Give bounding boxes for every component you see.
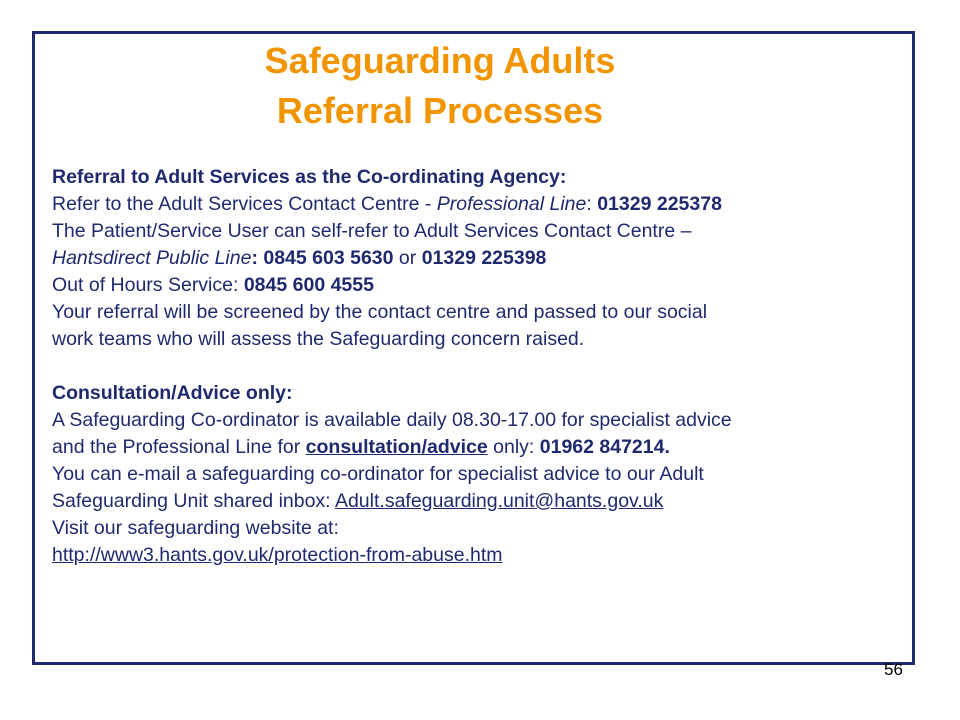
public-line-number2: 01329 225398: [421, 247, 547, 269]
email-prefix: Safeguarding Unit shared inbox:: [52, 490, 335, 512]
email-line2: [52, 488, 897, 515]
slide-title-line2: Referral Processes: [276, 90, 604, 131]
slide-body: [52, 164, 897, 569]
self-refer-line: The Patient/Service User can self-refer to Adult Services Contact Centre –: [52, 220, 692, 242]
public-line: [52, 245, 897, 272]
screening-line2: work teams who will assess the Safeguarding concern raised.: [52, 328, 585, 350]
public-line-label: Hantsdirect Public Line: [52, 247, 252, 269]
public-line-or: or: [393, 247, 422, 269]
professional-line-number: 01329 225378: [597, 193, 722, 215]
slide-title-line1: Safeguarding Adults: [264, 40, 616, 81]
out-of-hours-number: 0845 600 4555: [243, 274, 374, 296]
professional-consultation-line: [52, 434, 897, 461]
public-line-colon: :: [251, 247, 258, 269]
refer-prefix: Refer to the Adult Services Contact Centre -: [52, 193, 437, 215]
website-link[interactable]: http://www3.hants.gov.uk/protection-from-abuse.htm: [52, 544, 503, 566]
email-line1: You can e-mail a safeguarding co-ordinator for specialist advice to our Adult: [52, 463, 704, 485]
page-number: 56: [884, 660, 903, 679]
paragraph-gap: [52, 353, 897, 380]
out-of-hours-line: [52, 272, 897, 299]
coordinator-line: A Safeguarding Co-ordinator is available daily 08.30-17.00 for specialist advice: [52, 409, 732, 431]
consultation-mid: only:: [487, 436, 540, 458]
consultation-heading: Consultation/Advice only:: [52, 382, 293, 404]
consultation-prefix: and the Professional Line for: [52, 436, 306, 458]
email-link[interactable]: Adult.safeguarding.unit@hants.gov.uk: [334, 490, 664, 512]
consultation-advice-link[interactable]: consultation/advice: [305, 436, 488, 458]
website-label: Visit our safeguarding website at:: [52, 517, 339, 539]
public-line-number1: 0845 603 5630: [263, 247, 394, 269]
out-of-hours-label: Out of Hours Service:: [52, 274, 244, 296]
professional-line-label: Professional Line: [436, 193, 587, 215]
refer-separator: :: [586, 193, 598, 215]
screening-line1: Your referral will be screened by the contact centre and passed to our social: [52, 301, 708, 323]
consultation-number: 01962 847214.: [539, 436, 670, 458]
refer-line: [52, 191, 897, 218]
referral-heading: Referral to Adult Services as the Co-ordinating Agency:: [52, 166, 567, 188]
